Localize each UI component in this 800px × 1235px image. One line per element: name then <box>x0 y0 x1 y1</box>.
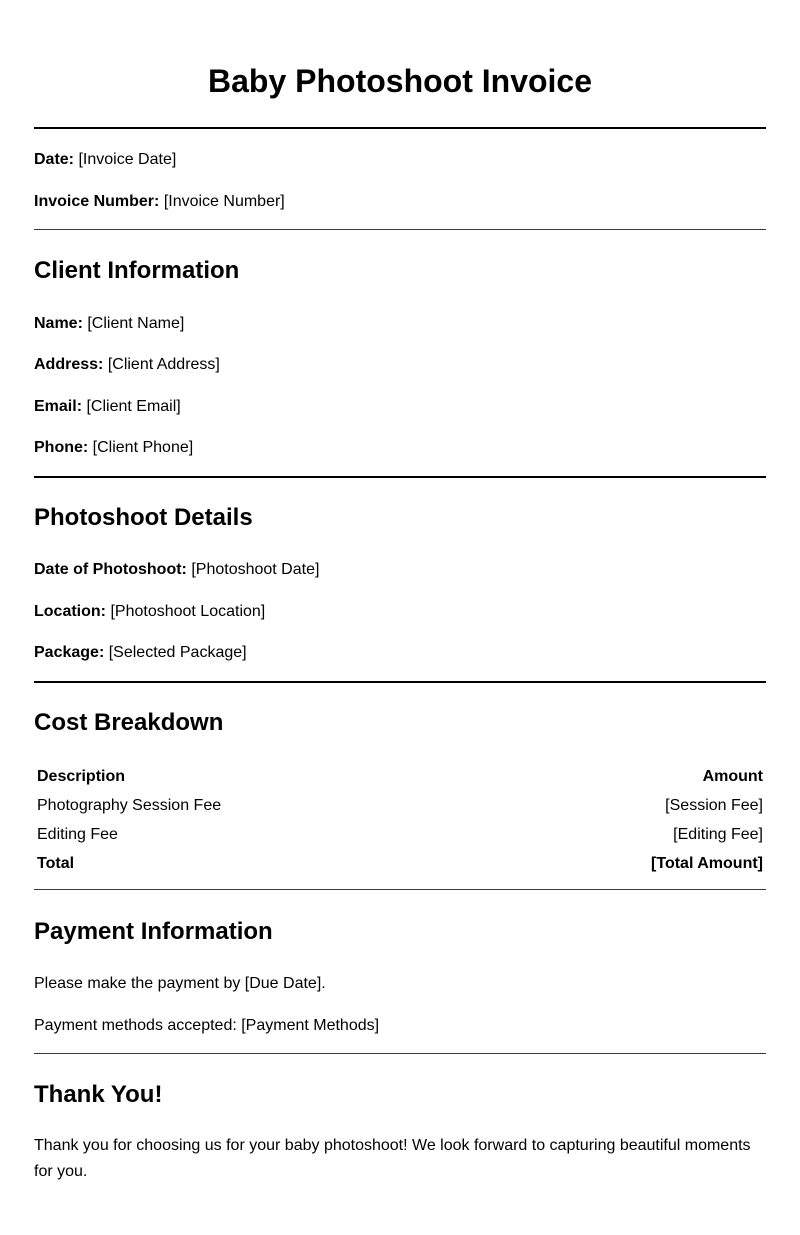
column-header-amount: Amount <box>702 768 763 785</box>
client-phone-label: Phone: <box>34 439 89 456</box>
client-name-value: [Client Name] <box>87 315 185 332</box>
client-address-field <box>34 355 220 375</box>
client-address-label: Address: <box>34 356 104 373</box>
payment-methods-text: Payment methods accepted: [Payment Methods] <box>34 1017 380 1034</box>
divider <box>34 229 766 230</box>
thank-you-message: Thank you for choosing us for your baby photoshoot! We look forward to capturing beautiful moments for you. <box>34 1137 751 1180</box>
photoshoot-details-heading: Photoshoot Details <box>34 504 253 531</box>
photoshoot-location-value: [Photoshoot Location] <box>110 603 266 620</box>
client-phone-value: [Client Phone] <box>92 439 194 456</box>
thank-you-heading: Thank You! <box>34 1081 163 1108</box>
client-name-field <box>34 314 184 334</box>
photoshoot-date-field <box>34 560 319 580</box>
table-row <box>34 820 766 849</box>
photoshoot-location-field <box>34 602 265 622</box>
invoice-number-field <box>34 192 285 212</box>
payment-due-text: Please make the payment by [Due Date]. <box>34 975 326 992</box>
column-header-description: Description <box>37 768 126 785</box>
invoice-number-value: [Invoice Number] <box>163 193 285 210</box>
invoice-date-field <box>34 150 176 170</box>
table-row <box>34 791 766 820</box>
client-email-field <box>34 397 181 417</box>
divider <box>34 476 766 478</box>
client-information-heading: Client Information <box>34 257 240 284</box>
client-phone-field <box>34 438 193 458</box>
invoice-date-value: [Invoice Date] <box>78 151 177 168</box>
invoice-number-label: Invoice Number: <box>34 193 160 210</box>
total-amount: [Total Amount] <box>651 855 763 872</box>
row-amount: [Editing Fee] <box>673 826 763 843</box>
payment-information-heading: Payment Information <box>34 918 273 945</box>
table-header-row <box>34 762 766 791</box>
total-row <box>34 849 766 878</box>
photoshoot-package-label: Package: <box>34 644 105 661</box>
photoshoot-date-value: [Photoshoot Date] <box>191 561 320 578</box>
photoshoot-date-label: Date of Photoshoot: <box>34 561 187 578</box>
photoshoot-package-field <box>34 643 247 663</box>
divider <box>34 1053 766 1054</box>
client-email-label: Email: <box>34 398 83 415</box>
client-address-value: [Client Address] <box>107 356 220 373</box>
row-amount: [Session Fee] <box>665 797 763 814</box>
page-title: Baby Photoshoot Invoice <box>207 63 593 99</box>
photoshoot-package-value: [Selected Package] <box>108 644 247 661</box>
photoshoot-location-label: Location: <box>34 603 106 620</box>
cost-table <box>34 762 766 878</box>
total-label: Total <box>37 855 75 872</box>
client-email-value: [Client Email] <box>86 398 181 415</box>
cost-breakdown-heading: Cost Breakdown <box>34 709 224 736</box>
row-description: Photography Session Fee <box>37 797 222 814</box>
divider <box>34 681 766 683</box>
row-description: Editing Fee <box>37 826 118 843</box>
divider <box>34 889 766 890</box>
invoice-date-label: Date: <box>34 151 75 168</box>
divider <box>34 127 766 129</box>
client-name-label: Name: <box>34 315 83 332</box>
